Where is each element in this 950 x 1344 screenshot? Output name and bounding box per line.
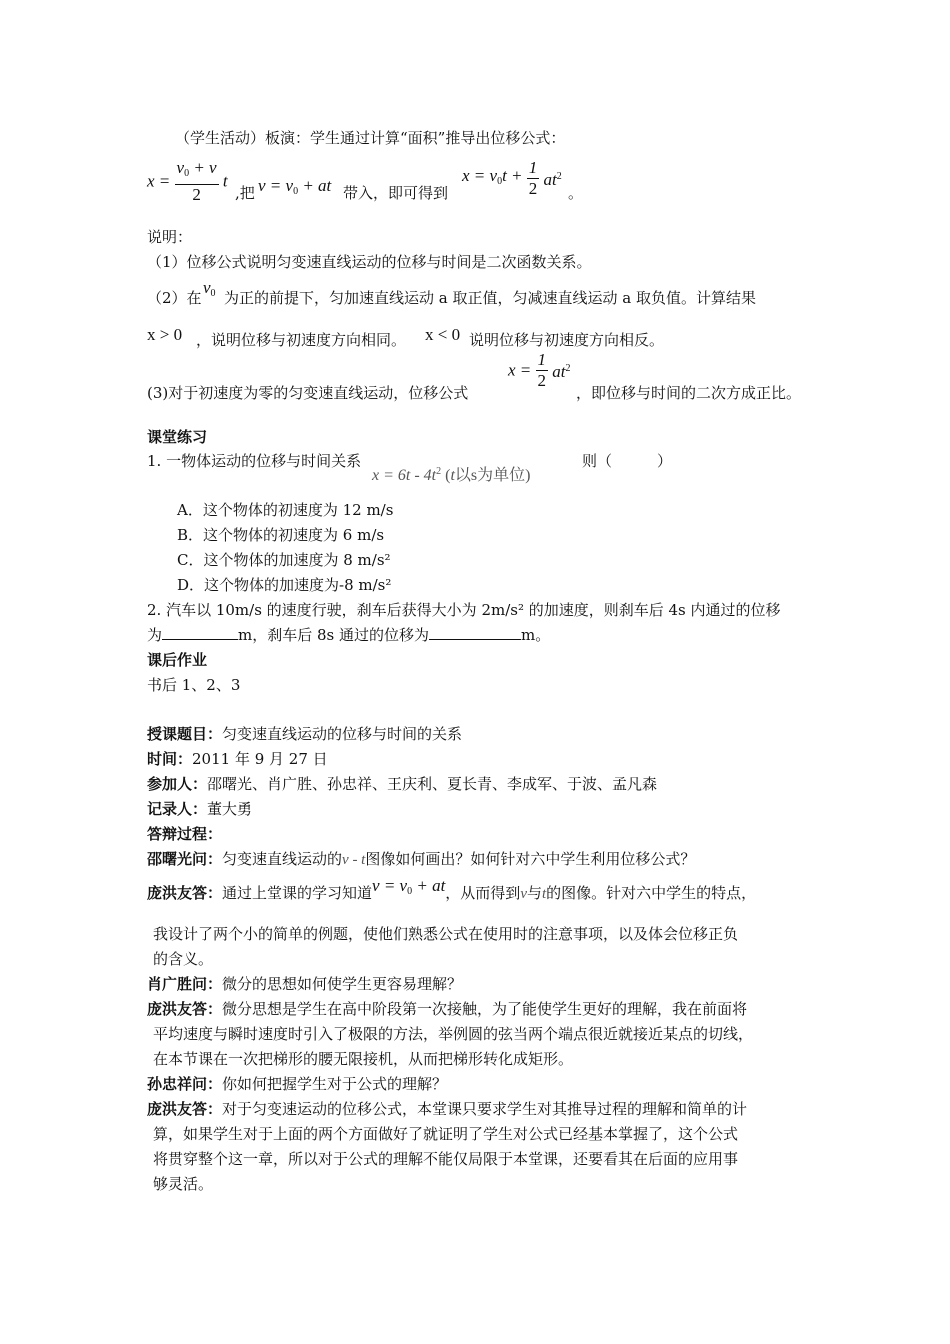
formula-avg-velocity: x = $\frac{v_0 + v}{2}$ t <box>147 158 228 204</box>
q2-a: 为 <box>147 626 163 644</box>
homework-title: 课后作业 <box>147 651 208 669</box>
qa-a2-line1 <box>147 999 747 1019</box>
formula-x-positive: x > 0 <box>147 325 183 344</box>
recorder-label: 记录人： <box>147 800 208 818</box>
q1-text-b: 图像如何画出？如何针对六中学生利用位移公式？ <box>365 850 696 868</box>
note-2-c: ，说明位移与初速度方向相同。 <box>196 331 407 349</box>
q2-label: 肖广胜问： <box>147 975 223 993</box>
a1-text-d: 的图像。针对六中学生的特点， <box>546 884 757 902</box>
qa-a3-line2: 算，如果学生对于上面的两个方面做好了就证明了学生对公式已经基本掌握了，这个公式 <box>153 1125 739 1143</box>
substitute-text: 带入，即可得到 <box>343 184 449 202</box>
practice-title: 课堂练习 <box>147 428 208 446</box>
q1-text-a: 匀变速直线运动的 <box>222 850 343 868</box>
qa-q1 <box>147 849 695 870</box>
participants-label: 参加人： <box>147 775 208 793</box>
time-line <box>147 749 328 769</box>
topic-line <box>147 724 462 744</box>
homework-content: 书后 1、2、3 <box>147 676 241 694</box>
formula-velocity: $v = v_0$ + at <box>258 176 332 197</box>
qa-a1-line3: 的含义。 <box>153 950 214 968</box>
recorder-line <box>147 799 252 819</box>
note-3-a: (3)对于初速度为零的匀变速直线运动，位移公式 <box>147 384 469 402</box>
v-t-symbol: v - t <box>342 852 366 868</box>
a1-text-b: ，从而得到 <box>445 884 521 902</box>
a3-text-1: 对于匀变速运动的位移公式，本堂课只要求学生对其推导过程的理解和简单的计 <box>222 1100 748 1118</box>
practice-q1-suffix: 则（ ） <box>582 452 673 470</box>
v-symbol: v <box>520 886 527 902</box>
qa-a1-line1 <box>147 876 757 909</box>
qa-q3 <box>147 1074 447 1094</box>
formula-period: 。 <box>568 184 584 202</box>
practice-q2-line1: 2. 汽车以 10m/s 的速度行驶，刹车后获得大小为 2m/s² 的加速度，则刹车后 4s 内通过的位移 <box>147 601 781 619</box>
a1-label: 庞洪友答： <box>147 884 223 902</box>
option-a: A．这个物体的初速度为 12 m/s <box>177 501 394 519</box>
practice-q2-line2 <box>147 625 550 645</box>
note-2-a: （2）在 <box>147 289 202 307</box>
a3-label: 庞洪友答： <box>147 1100 223 1118</box>
qa-a3-line3: 将贯穿整个这一章，所以对于公式的理解不能仅局限于本堂课，还要看其在后面的应用事 <box>153 1150 739 1168</box>
q2-c: m。 <box>521 626 551 644</box>
q1-label: 邵曙光问： <box>147 850 223 868</box>
q2-b: m，刹车后 8s 通过的位移为 <box>238 626 430 644</box>
option-d: D．这个物体的加速度为-8 m/s² <box>177 576 392 594</box>
formula-q1: $x = 6t - 4t^2$ (t以s为单位) <box>372 466 531 484</box>
a2-text-1: 微分思想是学生在高中阶段第一次接触，为了能使学生更好的理解，我在前面将 <box>222 1000 748 1018</box>
qa-a2-line3: 在本节课在一次把梯形的腰无限接机，从而把梯形转化成矩形。 <box>153 1050 574 1068</box>
a2-label: 庞洪友答： <box>147 1000 223 1018</box>
topic-label: 授课题目： <box>147 725 223 743</box>
a1-text-c: 与 <box>526 884 542 902</box>
q1-unit: 以s为单位 <box>454 467 526 484</box>
formula-half-at2: x = $\frac{1}{2}$ $at^2$ <box>508 350 571 390</box>
topic-value: 匀变速直线运动的位移与时间的关系 <box>222 725 463 743</box>
answer-blank-1[interactable] <box>162 625 238 640</box>
q3-text: 你如何把握学生对于公式的理解？ <box>222 1075 448 1093</box>
time-value: 2011 年 9 月 27 日 <box>192 750 328 768</box>
participants-line <box>147 774 657 794</box>
q2-text: 微分的思想如何使学生更容易理解？ <box>222 975 463 993</box>
practice-q1-prefix: 1. 一物体运动的位移与时间关系 <box>147 452 362 470</box>
process-label: 答辩过程： <box>147 825 223 843</box>
note-1: （1）位移公式说明匀变速直线运动的位移与时间是二次函数关系。 <box>147 253 592 271</box>
note-3-b: ，即位移与时间的二次方成正比。 <box>576 384 802 402</box>
recorder-value: 董大勇 <box>207 800 253 818</box>
qa-a3-line1 <box>147 1099 747 1119</box>
qa-a1-line2: 我设计了两个小的简单的例题，使他们熟悉公式在使用时的注意事项，以及体会位移正负 <box>153 925 739 943</box>
comma-ba: ,把 <box>235 184 255 202</box>
formula-displacement: $x = v_0t$ + $\frac{1}{2}$ $at^2$ <box>462 158 562 198</box>
t-symbol: t <box>542 886 547 902</box>
formula-a1: $v = v_0$ + at <box>372 876 446 897</box>
time-label: 时间： <box>147 750 193 768</box>
note-2-b: 为正的前提下，匀加速直线运动 a 取正值，匀减速直线运动 a 取负值。计算结果 <box>224 289 756 307</box>
option-c: C．这个物体的加速度为 8 m/s² <box>177 551 391 569</box>
answer-blank-2[interactable] <box>429 625 521 640</box>
option-b: B．这个物体的初速度为 6 m/s <box>177 526 385 544</box>
a1-text-a: 通过上堂课的学习知道 <box>222 884 373 902</box>
symbol-v0: $v_0$ <box>203 278 216 299</box>
q3-label: 孙忠祥问： <box>147 1075 223 1093</box>
participants-value: 邵曙光、肖广胜、孙忠祥、王庆利、夏长青、李成军、于波、孟凡森 <box>207 775 658 793</box>
note-title: 说明： <box>147 228 193 246</box>
qa-q2 <box>147 974 462 994</box>
formula-x-negative: x < 0 <box>425 325 461 344</box>
qa-a3-line4: 够灵活。 <box>153 1175 214 1193</box>
activity-line: （学生活动）板演：学生通过计算“面积”推导出位移公式： <box>175 129 566 147</box>
qa-a2-line2: 平均速度与瞬时速度时引入了极限的方法，举例圆的弦当两个端点很近就接近某点的切线， <box>153 1025 754 1043</box>
note-2-d: 说明位移与初速度方向相反。 <box>469 331 665 349</box>
